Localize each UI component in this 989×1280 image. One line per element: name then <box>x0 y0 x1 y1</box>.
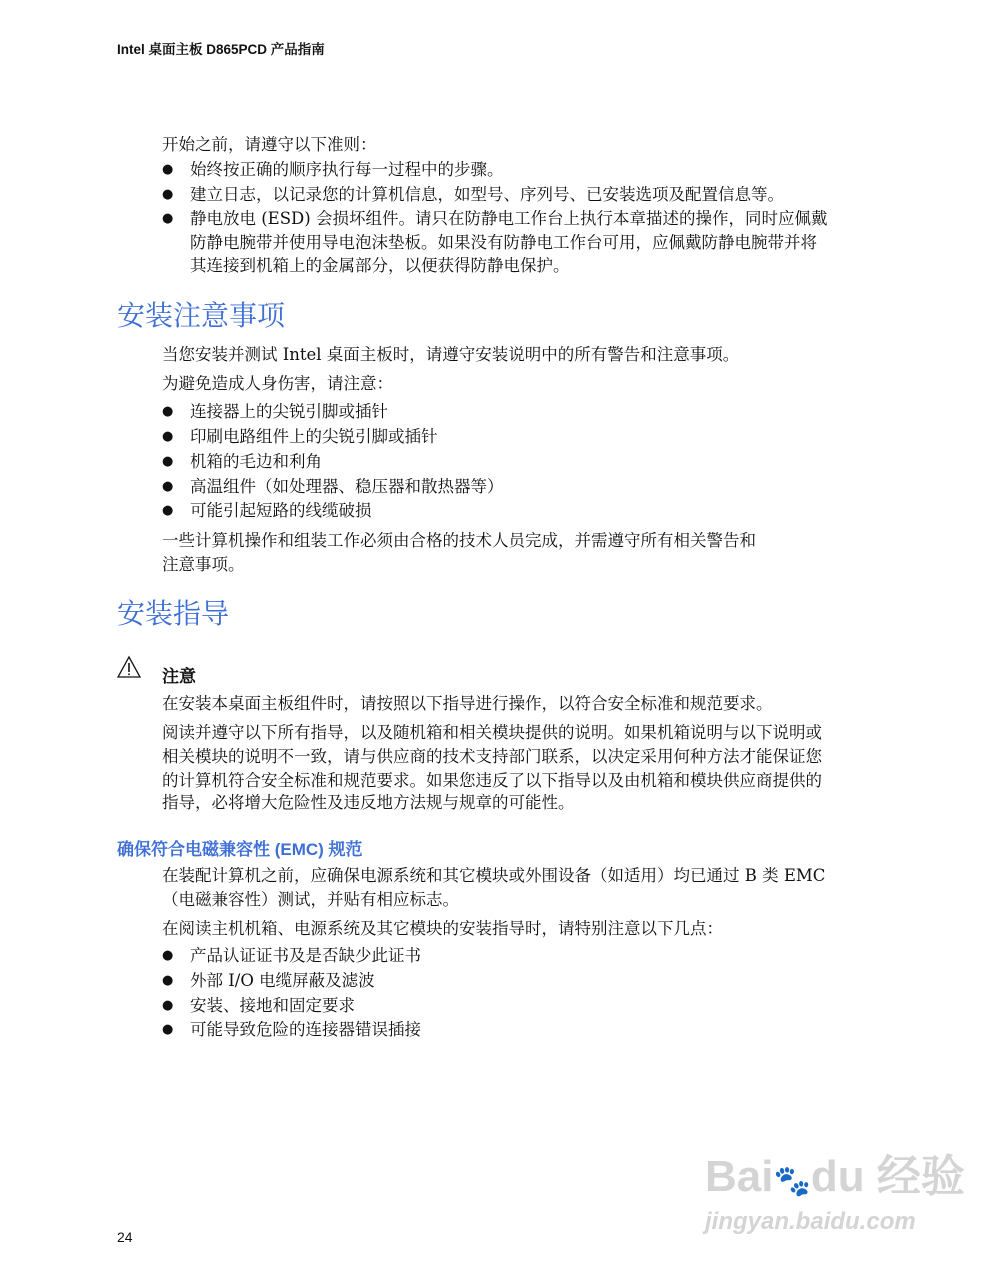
bullet-icon: ● <box>162 187 174 202</box>
paragraph-line: 指导，必将增大危险性及违反地方法规与规章的可能性。 <box>162 793 575 812</box>
bullet-text: 建立日志，以记录您的计算机信息，如型号、序列号、已安装选项及配置信息等。 <box>190 185 784 204</box>
section-heading: 安装指导 <box>117 597 230 630</box>
bullet-icon: ● <box>162 479 174 494</box>
bullet-text: 防静电腕带并使用导电泡沫垫板。如果没有防静电工作台可用，应佩戴防静电腕带并将 <box>190 233 817 252</box>
bullet-icon: ● <box>162 429 174 444</box>
intro-text: 开始之前，请遵守以下准则： <box>162 135 377 154</box>
subsection-heading: 确保符合电磁兼容性 (EMC) 规范 <box>117 840 363 859</box>
paragraph: 在阅读主机机箱、电源系统及其它模块的安装指导时，请特别注意以下几点： <box>162 919 723 938</box>
bullet-icon: ● <box>162 973 174 988</box>
bullet-icon: ● <box>162 998 174 1013</box>
bullet-icon: ● <box>162 454 174 469</box>
bullet-text: 产品认证证书及是否缺少此证书 <box>190 946 421 965</box>
warning-triangle-icon <box>117 655 141 683</box>
bullet-text: 高温组件（如处理器、稳压器和散热器等） <box>190 477 504 496</box>
bullet-text: 外部 I/O 电缆屏蔽及滤波 <box>190 971 375 990</box>
baidu-watermark-logo <box>705 1140 965 1236</box>
paragraph-line: 相关模块的说明不一致，请与供应商的技术支持部门联系，以决定采用何种方法才能保证您 <box>162 747 822 766</box>
bullet-icon: ● <box>162 503 174 518</box>
paragraph-line: 的计算机符合安全标准和规范要求。如果您违反了以下指导以及由机箱和模块供应商提供的 <box>162 771 822 790</box>
bullet-text: 静电放电 (ESD) 会损坏组件。请只在防静电工作台上执行本章描述的操作，同时应佩戴 <box>190 209 828 228</box>
bullet-text: 安装、接地和固定要求 <box>190 996 355 1015</box>
bullet-text: 始终按正确的顺序执行每一过程中的步骤。 <box>190 160 504 179</box>
page-number: 24 <box>117 1229 133 1245</box>
bullet-text: 印刷电路组件上的尖锐引脚或插针 <box>190 427 438 446</box>
running-header: Intel 桌面主板 D865PCD 产品指南 <box>117 42 325 57</box>
bullet-icon: ● <box>162 404 174 419</box>
paragraph-line: （电磁兼容性）测试，并贴有相应标志。 <box>162 890 459 909</box>
bullet-text: 可能引起短路的线缆破损 <box>190 501 372 520</box>
paragraph-line: 阅读并遵守以下所有指导，以及随机箱和相关模块提供的说明。如果机箱说明与以下说明或 <box>162 723 822 742</box>
bullet-text: 其连接到机箱上的金属部分，以便获得防静电保护。 <box>190 256 570 275</box>
paragraph: 在安装本桌面主板组件时，请按照以下指导进行操作，以符合安全标准和规范要求。 <box>162 694 773 713</box>
section-heading: 安装注意事项 <box>117 299 286 332</box>
paragraph: 当您安装并测试 Intel 桌面主板时，请遵守安装说明中的所有警告和注意事项。 <box>162 345 740 364</box>
watermark-url: jingyan.baidu.com <box>705 1208 916 1235</box>
bullet-text: 可能导致危险的连接器错误插接 <box>190 1020 421 1039</box>
bullet-text: 连接器上的尖锐引脚或插针 <box>190 402 388 421</box>
paragraph-line: 注意事项。 <box>162 555 245 574</box>
bullet-icon: ● <box>162 1022 174 1037</box>
paragraph-line: 在装配计算机之前，应确保电源系统和其它模块或外围设备（如适用）均已通过 B 类 EMC <box>162 866 826 885</box>
paragraph: 为避免造成人身伤害，请注意： <box>162 374 393 393</box>
paragraph-line: 一些计算机操作和组装工作必须由合格的技术人员完成，并需遵守所有相关警告和 <box>162 531 756 550</box>
bullet-icon: ● <box>162 211 174 226</box>
watermark-logo-text: Bai🐾du 经验 <box>705 1152 965 1201</box>
caution-title: 注意 <box>162 667 196 687</box>
bullet-icon: ● <box>162 948 174 963</box>
bullet-text: 机箱的毛边和利角 <box>190 452 322 471</box>
bullet-icon: ● <box>162 162 174 177</box>
